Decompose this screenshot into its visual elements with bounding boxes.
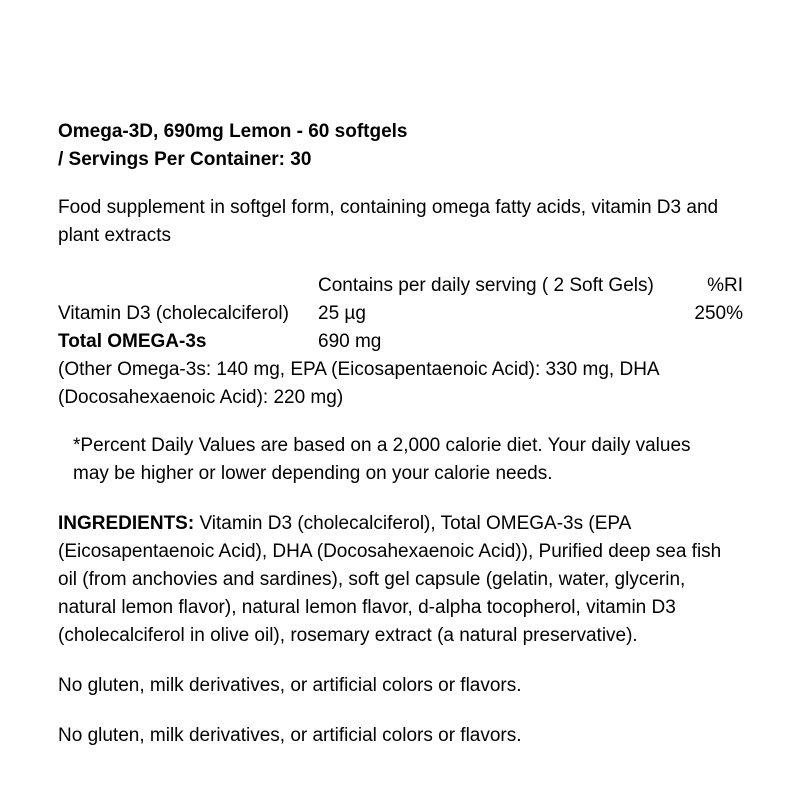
omega-breakdown-note: (Other Omega-3s: 140 mg, EPA (Eicosapentaenoic Acid): 330 mg, DHA (Docosahexaenoic Acid): 220 mg) bbox=[58, 359, 659, 408]
product-title-line-1: Omega-3D, 690mg Lemon - 60 softgels bbox=[58, 121, 408, 142]
allergen-claim-2: No gluten, milk derivatives, or artificial colors or flavors. bbox=[58, 725, 522, 746]
nutrient-amount-vitamin-d3: 25 µg bbox=[318, 303, 366, 324]
header-amount-label: Contains per daily serving ( 2 Soft Gels) bbox=[318, 275, 654, 296]
header-ri-label: %RI bbox=[707, 275, 743, 296]
nutrition-facts-table bbox=[58, 272, 743, 356]
nutrient-ri-total-omega-3s bbox=[689, 328, 743, 356]
header-nutrient-label bbox=[58, 272, 318, 300]
product-servings-line: / Servings Per Container: 30 bbox=[58, 149, 312, 170]
nutrient-amount-total-omega-3s: 690 mg bbox=[318, 331, 382, 352]
nutrient-ri-vitamin-d3: 250% bbox=[694, 303, 743, 324]
table-row bbox=[58, 328, 743, 356]
table-row bbox=[58, 300, 743, 328]
ingredients-label: INGREDIENTS: bbox=[58, 513, 195, 534]
nutrient-name-vitamin-d3: Vitamin D3 (cholecalciferol) bbox=[58, 303, 289, 324]
product-description: Food supplement in softgel form, containing omega fatty acids, vitamin D3 and plant extracts bbox=[58, 197, 719, 246]
daily-values-footnote: *Percent Daily Values are based on a 2,000 calorie diet. Your daily values may be higher or lower depending on your calorie needs. bbox=[73, 435, 691, 484]
nutrition-table-header-row bbox=[58, 272, 743, 300]
ingredients-paragraph bbox=[58, 510, 743, 650]
allergen-claim-1: No gluten, milk derivatives, or artificial colors or flavors. bbox=[58, 675, 522, 696]
product-title bbox=[58, 118, 743, 174]
nutrient-name-total-omega-3s: Total OMEGA-3s bbox=[58, 331, 207, 352]
content-container bbox=[58, 118, 743, 750]
ingredients-text: Vitamin D3 (cholecalciferol), Total OMEGA-3s (EPA (Eicosapentaenoic Acid), DHA (Docosahexaenoic Acid)), Purified deep sea fish oil (from anchovies and sardines), soft gel capsule (gelatin, water, glycerin, natural lemon flavor), natural lemon flavor, d-alpha tocopherol, vitamin D3 (cholecalciferol in olive oil), rosemary extract (a natural preservative). bbox=[58, 513, 722, 646]
